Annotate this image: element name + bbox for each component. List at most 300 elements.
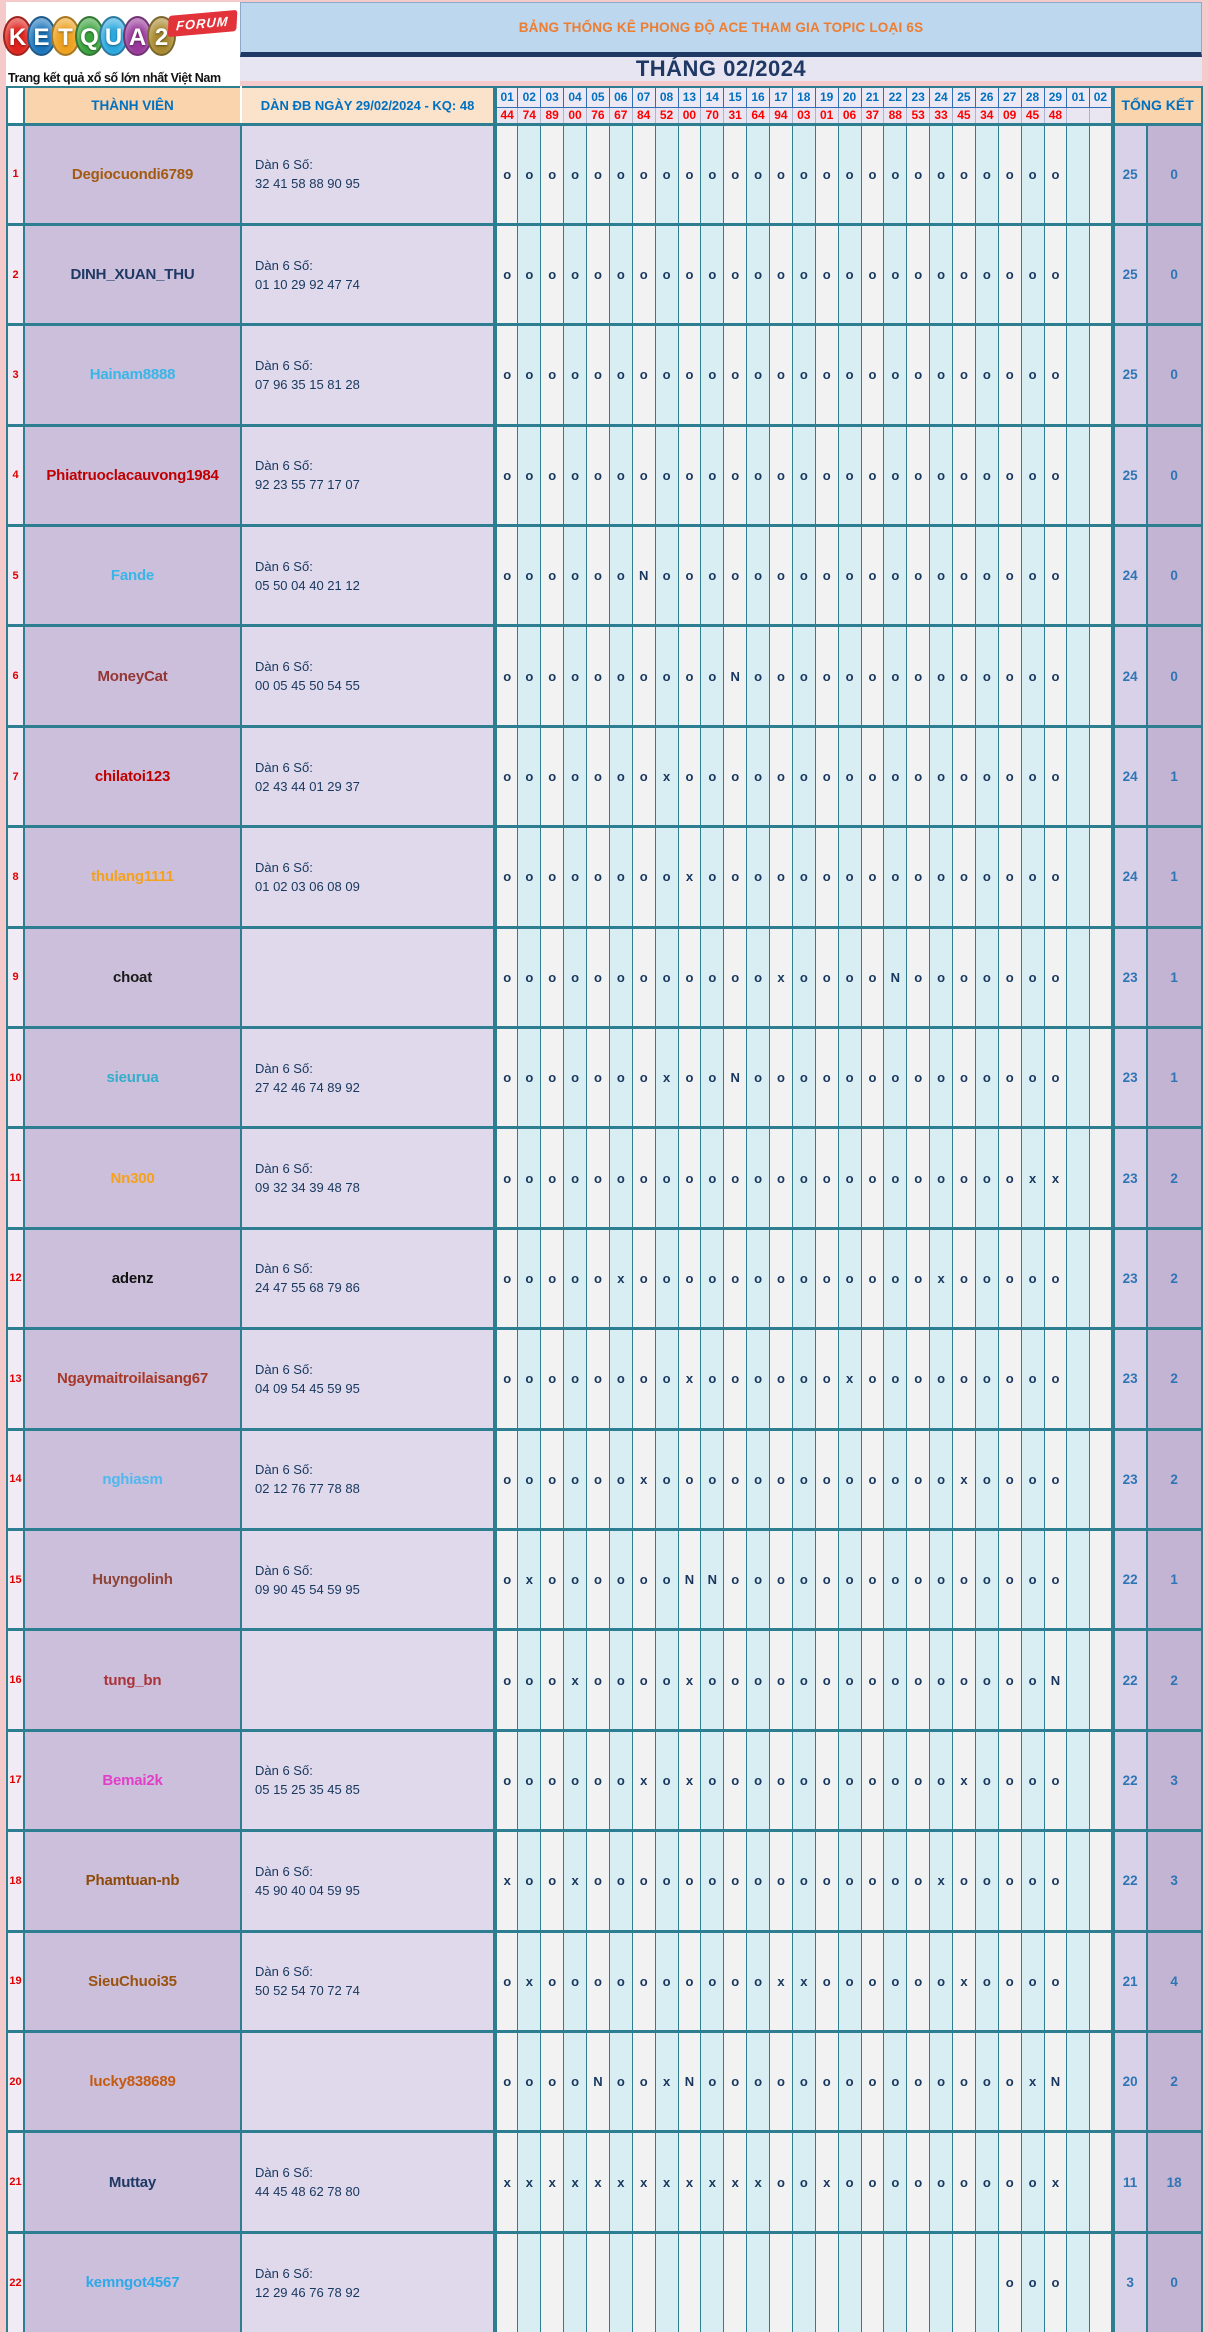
mark-cell: o <box>838 1831 861 1931</box>
mark-cell: o <box>838 626 861 726</box>
mark-cell: o <box>495 1429 518 1529</box>
mark-cell: o <box>701 325 724 425</box>
mark-cell: x <box>747 2132 770 2232</box>
mark-cell: o <box>815 526 838 626</box>
mark-cell: o <box>770 224 793 324</box>
mark-cell: o <box>907 1730 930 1830</box>
mark-cell: o <box>701 1128 724 1228</box>
dan-numbers: 04 09 54 45 59 95 <box>255 1380 360 1396</box>
mark-cell: N <box>1044 2031 1067 2131</box>
mark-cell: o <box>815 726 838 826</box>
dan-label: Dàn 6 Số: <box>255 1161 313 1177</box>
mark-cell <box>1067 1228 1090 1328</box>
mark-cell: o <box>701 827 724 927</box>
mark-cell: o <box>541 1730 564 1830</box>
row-number: 7 <box>7 726 24 826</box>
mark-cell: o <box>953 1329 976 1429</box>
mark-cell: o <box>975 1429 998 1529</box>
mark-cell: o <box>998 1529 1021 1629</box>
mark-cell: x <box>655 726 678 826</box>
mark-cell <box>1067 526 1090 626</box>
row-number: 20 <box>7 2031 24 2131</box>
mark-cell: o <box>770 1529 793 1629</box>
mark-cell: o <box>930 1730 953 1830</box>
total-secondary: 2 <box>1147 1630 1202 1730</box>
total-count: 22 <box>1113 1831 1147 1931</box>
total-secondary: 1 <box>1147 726 1202 826</box>
mark-cell: x <box>678 827 701 927</box>
mark-cell: o <box>632 1529 655 1629</box>
mark-cell: o <box>587 1831 610 1931</box>
mark-cell: o <box>907 1429 930 1529</box>
mark-cell: o <box>587 1630 610 1730</box>
mark-cell <box>495 2232 518 2332</box>
mark-cell: o <box>998 1730 1021 1830</box>
mark-cell: o <box>587 1128 610 1228</box>
mark-cell: o <box>907 1931 930 2031</box>
mark-cell: o <box>541 927 564 1027</box>
row-number: 21 <box>7 2132 24 2232</box>
mark-cell: o <box>541 2031 564 2131</box>
kq-value: 84 <box>632 107 655 124</box>
mark-cell: o <box>953 2031 976 2131</box>
mark-cell: o <box>609 1831 632 1931</box>
mark-cell <box>1067 325 1090 425</box>
mark-cell: o <box>541 827 564 927</box>
total-count: 23 <box>1113 927 1147 1027</box>
mark-cell: o <box>1044 325 1067 425</box>
mark-cell: N <box>724 626 747 726</box>
mark-cell: o <box>701 1630 724 1730</box>
member-row <box>7 1529 1202 1629</box>
total-count: 11 <box>1113 2132 1147 2232</box>
mark-cell: x <box>1044 2132 1067 2232</box>
mark-cell: o <box>564 224 587 324</box>
mark-cell: o <box>609 2031 632 2131</box>
member-name: Hainam8888 <box>24 325 241 425</box>
row-number: 11 <box>7 1128 24 1228</box>
mark-cell: o <box>747 626 770 726</box>
total-secondary: 2 <box>1147 2031 1202 2131</box>
mark-cell: o <box>838 1529 861 1629</box>
mark-cell: o <box>518 1429 541 1529</box>
member-row <box>7 1228 1202 1328</box>
mark-cell: o <box>495 325 518 425</box>
dan-cell <box>241 1831 495 1931</box>
dan-cell <box>241 425 495 525</box>
mark-cell: o <box>587 526 610 626</box>
mark-cell: N <box>701 1529 724 1629</box>
mark-cell: o <box>632 224 655 324</box>
mark-cell: o <box>975 1028 998 1128</box>
mark-cell: o <box>609 425 632 525</box>
mark-cell: o <box>907 425 930 525</box>
mark-cell <box>1067 626 1090 726</box>
mark-cell: o <box>975 1931 998 2031</box>
header-block <box>240 2 1202 86</box>
mark-cell: o <box>564 1931 587 2031</box>
mark-cell: o <box>884 425 907 525</box>
mark-cell: o <box>609 1630 632 1730</box>
mark-cell: o <box>884 1529 907 1629</box>
total-count: 23 <box>1113 1429 1147 1529</box>
member-row <box>7 224 1202 324</box>
mark-cell: o <box>747 927 770 1027</box>
mark-cell: x <box>792 1931 815 2031</box>
mark-cell: o <box>518 124 541 224</box>
mark-cell: o <box>541 626 564 726</box>
total-column-header: TỔNG KẾT <box>1113 87 1202 124</box>
member-row <box>7 626 1202 726</box>
kq-value: 45 <box>953 107 976 124</box>
row-number: 22 <box>7 2232 24 2332</box>
mark-cell: o <box>907 1128 930 1228</box>
mark-cell: o <box>861 1931 884 2031</box>
kq-value: 00 <box>678 107 701 124</box>
day-header: 27 <box>998 87 1021 107</box>
kq-value <box>1067 107 1090 124</box>
logo-letter-a: A <box>123 16 152 56</box>
mark-cell: o <box>930 1028 953 1128</box>
mark-cell: o <box>930 325 953 425</box>
mark-cell: o <box>747 1028 770 1128</box>
mark-cell <box>1090 1831 1113 1931</box>
dan-cell <box>241 1730 495 1830</box>
mark-cell: o <box>724 425 747 525</box>
mark-cell: o <box>609 1429 632 1529</box>
mark-cell: x <box>655 2031 678 2131</box>
date-header-row <box>7 87 1202 107</box>
mark-cell: o <box>495 526 518 626</box>
dan-label: Dàn 6 Số: <box>255 1462 313 1478</box>
dan-cell <box>241 626 495 726</box>
mark-cell: o <box>1021 1831 1044 1931</box>
mark-cell: o <box>792 1028 815 1128</box>
mark-cell: o <box>655 325 678 425</box>
member-name: Bemai2k <box>24 1730 241 1830</box>
mark-cell: o <box>884 1028 907 1128</box>
mark-cell: o <box>792 1529 815 1629</box>
mark-cell: o <box>953 325 976 425</box>
mark-cell: o <box>861 124 884 224</box>
member-name: nghiasm <box>24 1429 241 1529</box>
mark-cell: o <box>998 927 1021 1027</box>
mark-cell: o <box>998 1831 1021 1931</box>
mark-cell: o <box>861 726 884 826</box>
mark-cell: o <box>838 1228 861 1328</box>
total-count: 25 <box>1113 425 1147 525</box>
mark-cell: o <box>975 425 998 525</box>
mark-cell: o <box>632 1831 655 1931</box>
mark-cell: o <box>930 526 953 626</box>
kq-value: 53 <box>907 107 930 124</box>
ketqua2-logo[interactable] <box>6 2 240 86</box>
row-number: 15 <box>7 1529 24 1629</box>
mark-cell: o <box>861 1831 884 1931</box>
total-secondary: 2 <box>1147 1228 1202 1328</box>
mark-cell: o <box>701 1028 724 1128</box>
mark-cell: x <box>564 1630 587 1730</box>
mark-cell: o <box>632 726 655 826</box>
mark-cell: o <box>609 526 632 626</box>
mark-cell: o <box>861 1128 884 1228</box>
mark-cell <box>1090 2031 1113 2131</box>
mark-cell: o <box>541 124 564 224</box>
mark-cell: o <box>1044 927 1067 1027</box>
mark-cell: o <box>838 1028 861 1128</box>
mark-cell: o <box>861 927 884 1027</box>
member-name: Nn300 <box>24 1128 241 1228</box>
day-header: 28 <box>1021 87 1044 107</box>
mark-cell: o <box>587 425 610 525</box>
mark-cell: o <box>930 1630 953 1730</box>
mark-cell: o <box>907 626 930 726</box>
day-header: 13 <box>678 87 701 107</box>
dan-label: Dàn 6 Số: <box>255 157 313 173</box>
day-header: 23 <box>907 87 930 107</box>
mark-cell: o <box>770 1128 793 1228</box>
row-number: 19 <box>7 1931 24 2031</box>
mark-cell: o <box>518 425 541 525</box>
mark-cell: o <box>655 626 678 726</box>
mark-cell: o <box>884 1429 907 1529</box>
row-number: 2 <box>7 224 24 324</box>
mark-cell: o <box>815 224 838 324</box>
mark-cell: o <box>792 1429 815 1529</box>
logo-letter-k: K <box>3 16 32 56</box>
mark-cell <box>1067 1529 1090 1629</box>
mark-cell: x <box>495 2132 518 2232</box>
mark-cell: o <box>587 1931 610 2031</box>
dan-cell <box>241 124 495 224</box>
mark-cell: o <box>495 726 518 826</box>
day-header: 29 <box>1044 87 1067 107</box>
mark-cell: o <box>701 1228 724 1328</box>
member-name: adenz <box>24 1228 241 1328</box>
mark-cell: o <box>792 325 815 425</box>
mark-cell: N <box>632 526 655 626</box>
mark-cell <box>1067 1831 1090 1931</box>
dan-cell <box>241 1128 495 1228</box>
mark-cell: o <box>884 124 907 224</box>
mark-cell: o <box>632 626 655 726</box>
mark-cell: o <box>1044 2232 1067 2332</box>
mark-cell: o <box>609 224 632 324</box>
mark-cell: o <box>655 827 678 927</box>
mark-cell: o <box>724 1529 747 1629</box>
mark-cell <box>1090 1228 1113 1328</box>
mark-cell: o <box>701 2031 724 2131</box>
mark-cell: o <box>724 224 747 324</box>
mark-cell: o <box>770 1831 793 1931</box>
mark-cell: o <box>838 325 861 425</box>
member-name: choat <box>24 927 241 1027</box>
dan-label: Dàn 6 Số: <box>255 558 313 574</box>
mark-cell: o <box>998 1630 1021 1730</box>
member-name: sieurua <box>24 1028 241 1128</box>
mark-cell: o <box>564 626 587 726</box>
mark-cell: o <box>655 1228 678 1328</box>
mark-cell <box>838 2232 861 2332</box>
mark-cell: o <box>975 124 998 224</box>
mark-cell: o <box>678 1831 701 1931</box>
mark-cell: o <box>747 1630 770 1730</box>
mark-cell: o <box>587 1028 610 1128</box>
total-secondary: 2 <box>1147 1128 1202 1228</box>
mark-cell <box>975 2232 998 2332</box>
mark-cell: o <box>609 1329 632 1429</box>
mark-cell <box>541 2232 564 2332</box>
mark-cell: o <box>861 1329 884 1429</box>
dan-numbers: 02 12 76 77 78 88 <box>255 1481 360 1497</box>
row-number: 5 <box>7 526 24 626</box>
mark-cell: o <box>861 1529 884 1629</box>
mark-cell: o <box>655 1429 678 1529</box>
mark-cell: o <box>975 1529 998 1629</box>
mark-cell: o <box>632 1228 655 1328</box>
kq-value: 76 <box>587 107 610 124</box>
mark-cell: o <box>1044 726 1067 826</box>
mark-cell: x <box>678 1730 701 1830</box>
total-secondary: 18 <box>1147 2132 1202 2232</box>
row-number: 17 <box>7 1730 24 1830</box>
dan-numbers: 00 05 45 50 54 55 <box>255 678 360 694</box>
mark-cell: o <box>518 2031 541 2131</box>
mark-cell <box>1067 124 1090 224</box>
mark-cell: o <box>998 1028 1021 1128</box>
mark-cell: o <box>1021 224 1044 324</box>
kq-value: 00 <box>564 107 587 124</box>
mark-cell: o <box>953 526 976 626</box>
mark-cell: o <box>953 1529 976 1629</box>
mark-cell: o <box>701 1429 724 1529</box>
mark-cell: o <box>495 1128 518 1228</box>
mark-cell <box>1090 726 1113 826</box>
mark-cell: o <box>564 1329 587 1429</box>
dan-numbers: 45 90 40 04 59 95 <box>255 1882 360 1898</box>
mark-cell: o <box>884 526 907 626</box>
dan-cell <box>241 1228 495 1328</box>
mark-cell: o <box>747 1931 770 2031</box>
mark-cell: o <box>518 1028 541 1128</box>
dan-cell <box>241 1429 495 1529</box>
mark-cell: o <box>678 325 701 425</box>
member-name: Phamtuan-nb <box>24 1831 241 1931</box>
dan-label: Dàn 6 Số: <box>255 1060 313 1076</box>
mark-cell <box>1090 325 1113 425</box>
mark-cell: o <box>815 1128 838 1228</box>
mark-cell: o <box>1021 124 1044 224</box>
mark-cell: o <box>655 526 678 626</box>
mark-cell: o <box>1044 1228 1067 1328</box>
mark-cell: o <box>701 224 724 324</box>
mark-cell: x <box>632 1730 655 1830</box>
mark-cell: o <box>770 325 793 425</box>
member-name: Huyngolinh <box>24 1529 241 1629</box>
total-count: 22 <box>1113 1630 1147 1730</box>
member-row <box>7 2132 1202 2232</box>
total-count: 20 <box>1113 2031 1147 2131</box>
member-row <box>7 726 1202 826</box>
kq-value: 01 <box>815 107 838 124</box>
member-row <box>7 325 1202 425</box>
mark-cell: o <box>587 626 610 726</box>
kq-value: 89 <box>541 107 564 124</box>
mark-cell: o <box>930 2031 953 2131</box>
mark-cell: x <box>655 2132 678 2232</box>
mark-cell: o <box>655 124 678 224</box>
mark-cell: o <box>907 2132 930 2232</box>
mark-cell: o <box>747 827 770 927</box>
mark-cell: o <box>953 1028 976 1128</box>
dan-label: Dàn 6 Số: <box>255 1562 313 1578</box>
mark-cell: o <box>541 1529 564 1629</box>
mark-cell: o <box>861 2132 884 2232</box>
mark-cell: o <box>884 325 907 425</box>
mark-cell <box>587 2232 610 2332</box>
dan-cell <box>241 224 495 324</box>
mark-cell: o <box>724 2031 747 2131</box>
day-header: 04 <box>564 87 587 107</box>
mark-cell <box>1090 526 1113 626</box>
mark-cell: o <box>930 726 953 826</box>
member-row <box>7 1630 1202 1730</box>
dan-numbers: 05 15 25 35 45 85 <box>255 1782 360 1798</box>
mark-cell: o <box>1021 726 1044 826</box>
mark-cell: o <box>930 1128 953 1228</box>
mark-cell: o <box>1044 1529 1067 1629</box>
mark-cell: o <box>632 1329 655 1429</box>
total-secondary: 1 <box>1147 1028 1202 1128</box>
mark-cell: o <box>655 1831 678 1931</box>
row-number: 3 <box>7 325 24 425</box>
mark-cell: x <box>655 1028 678 1128</box>
kq-value: 94 <box>770 107 793 124</box>
mark-cell: o <box>1021 526 1044 626</box>
mark-cell: o <box>861 325 884 425</box>
mark-cell: o <box>1044 1730 1067 1830</box>
dan-label: Dàn 6 Số: <box>255 659 313 675</box>
row-number: 8 <box>7 827 24 927</box>
mark-cell: o <box>1021 1329 1044 1429</box>
mark-cell: o <box>518 1228 541 1328</box>
mark-cell: x <box>1021 1128 1044 1228</box>
mark-cell: o <box>747 726 770 826</box>
mark-cell: o <box>884 224 907 324</box>
mark-cell <box>632 2232 655 2332</box>
mark-cell: o <box>495 1730 518 1830</box>
mark-cell: o <box>1044 1028 1067 1128</box>
total-secondary: 0 <box>1147 526 1202 626</box>
total-secondary: 2 <box>1147 1329 1202 1429</box>
mark-cell: o <box>632 325 655 425</box>
mark-cell: o <box>724 827 747 927</box>
mark-cell: o <box>701 726 724 826</box>
mark-cell: o <box>838 425 861 525</box>
mark-cell: x <box>1021 2031 1044 2131</box>
mark-cell: o <box>541 1228 564 1328</box>
mark-cell: o <box>815 1228 838 1328</box>
total-secondary: 0 <box>1147 425 1202 525</box>
mark-cell: x <box>518 1931 541 2031</box>
mark-cell: o <box>998 526 1021 626</box>
dan-cell <box>241 726 495 826</box>
kq-value: 48 <box>1044 107 1067 124</box>
mark-cell: o <box>587 1429 610 1529</box>
row-number: 6 <box>7 626 24 726</box>
mark-cell: o <box>518 927 541 1027</box>
kq-value: 74 <box>518 107 541 124</box>
